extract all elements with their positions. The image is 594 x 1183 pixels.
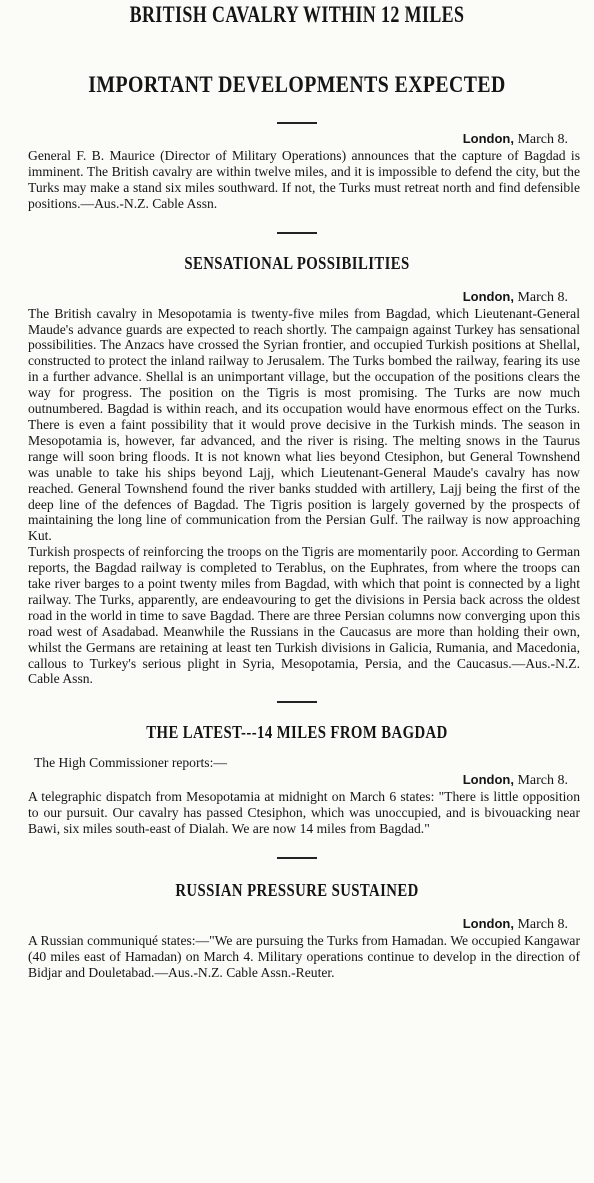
dateline-place: London, xyxy=(462,288,514,304)
article-paragraph: General F. B. Maurice (Director of Military Operations) announces that the capture of Bagdad is imminent. The British cavalry are within twelve miles, and it is impossible to defend the city, but the Turks may make a stand six miles southward. If not, the Turks must retreat north and find defensible positions.—Aus.-N.Z. Cable Assn. xyxy=(28,148,580,211)
separator-rule xyxy=(277,857,317,859)
dateline-date: March 8. xyxy=(517,289,568,305)
separator-rule xyxy=(277,232,317,234)
dateline-place: London, xyxy=(462,131,514,146)
section-heading: SENSATIONAL POSSIBILITIES xyxy=(184,252,410,273)
section-heading: THE LATEST---14 MILES FROM BAGDAD xyxy=(146,722,448,743)
dateline xyxy=(0,288,594,306)
article-paragraph: A Russian communiqué states:—"We are pursuing the Turks from Hamadan. We occupied Kangawar (40 miles east of Hamadan) on March 4. Military operations continue to develop in the direction of Bidjar and Douletabad.—Aus.-N.Z. Cable Assn.-Reuter. xyxy=(28,933,580,980)
subheadline: IMPORTANT DEVELOPMENTS EXPECTED xyxy=(88,72,506,97)
main-headline: BRITISH CAVALRY WITHIN 12 MILES xyxy=(129,2,465,27)
intro-line: The High Commissioner reports:— xyxy=(34,755,227,771)
dateline-date: March 8. xyxy=(517,773,568,789)
dateline xyxy=(0,771,594,789)
dateline-place: London, xyxy=(462,772,514,788)
dateline-place: London, xyxy=(462,916,514,932)
dateline xyxy=(0,915,594,933)
article-paragraph: The British cavalry in Mesopotamia is twenty-five miles from Bagdad, which Lieutenant-General Maude's advance guards are expected to reach shortly. The campaign against Turkey has sensational possibilities. The Anzacs have crossed the Syrian frontier, and occupied Turkish positions at Shellal, constructed to protect the inland railway to Jerusalem. The Turks bombed the railway, fearing its use in a further advance. Shellal is an unimportant village, but the occupation of the positions clears the way for progress. The position on the Tigris is most promising. The Turks are now much outnumbered. Bagdad is within reach, and its occupation would have enormous effect on the Turks. There is even a faint possibility that it would prove decisive in the Turkish minds. The season in Mesopotamia is, however, far advanced, and the river is rising. The melting snows in the Taurus range will soon bring floods. It is not known what lies beyond Ctesiphon, but General Townshend was unable to take his ships beyond Lajj, which Lieutenant-General Maude's cavalry has now reached. General Townshend found the river banks studded with artillery, Lajj being the first of the deep line of the defences of Bagdad. The Tigris position is largely governed by the prospects of maintaining the long line of communication from the Persian Gulf. The railway is now approaching Kut. xyxy=(28,305,580,544)
section-heading: RUSSIAN PRESSURE SUSTAINED xyxy=(175,880,419,901)
dateline xyxy=(0,130,594,148)
dateline-date: March 8. xyxy=(517,132,568,147)
separator-rule xyxy=(277,701,317,703)
dateline-date: March 8. xyxy=(517,917,568,933)
separator-rule xyxy=(277,122,317,124)
article-paragraph: Turkish prospects of reinforcing the troops on the Tigris are momentarily poor. According to German reports, the Bagdad railway is completed to Terablus, on the Euphrates, from where the troops can take river barges to a point twenty miles from Bagdad, with which that point is connected by a light railway. The Turks, apparently, are endeavouring to get the divisions in Persia back across the oldest road in the world in time to save Bagdad. There are three Persian columns now converging upon this road west of Asadabad. Meanwhile the Russians in the Caucasus are more than holding their own, whilst the Germans are retaining at least ten Turkish divisions in Galicia, Rumania, and Macedonia, callous to Turkey's serious plight in Syria, Mesopotamia, Persia, and the Caucasus.—Aus.-N.Z. Cable Assn. xyxy=(28,544,580,687)
article-paragraph: A telegraphic dispatch from Mesopotamia at midnight on March 6 states: "There is little opposition to our pursuit. Our cavalry has passed Ctesiphon, which was unoccupied, and is bivouacking near Bawi, six miles south-east of Dialah. We are now 14 miles from Bagdad." xyxy=(28,789,580,837)
